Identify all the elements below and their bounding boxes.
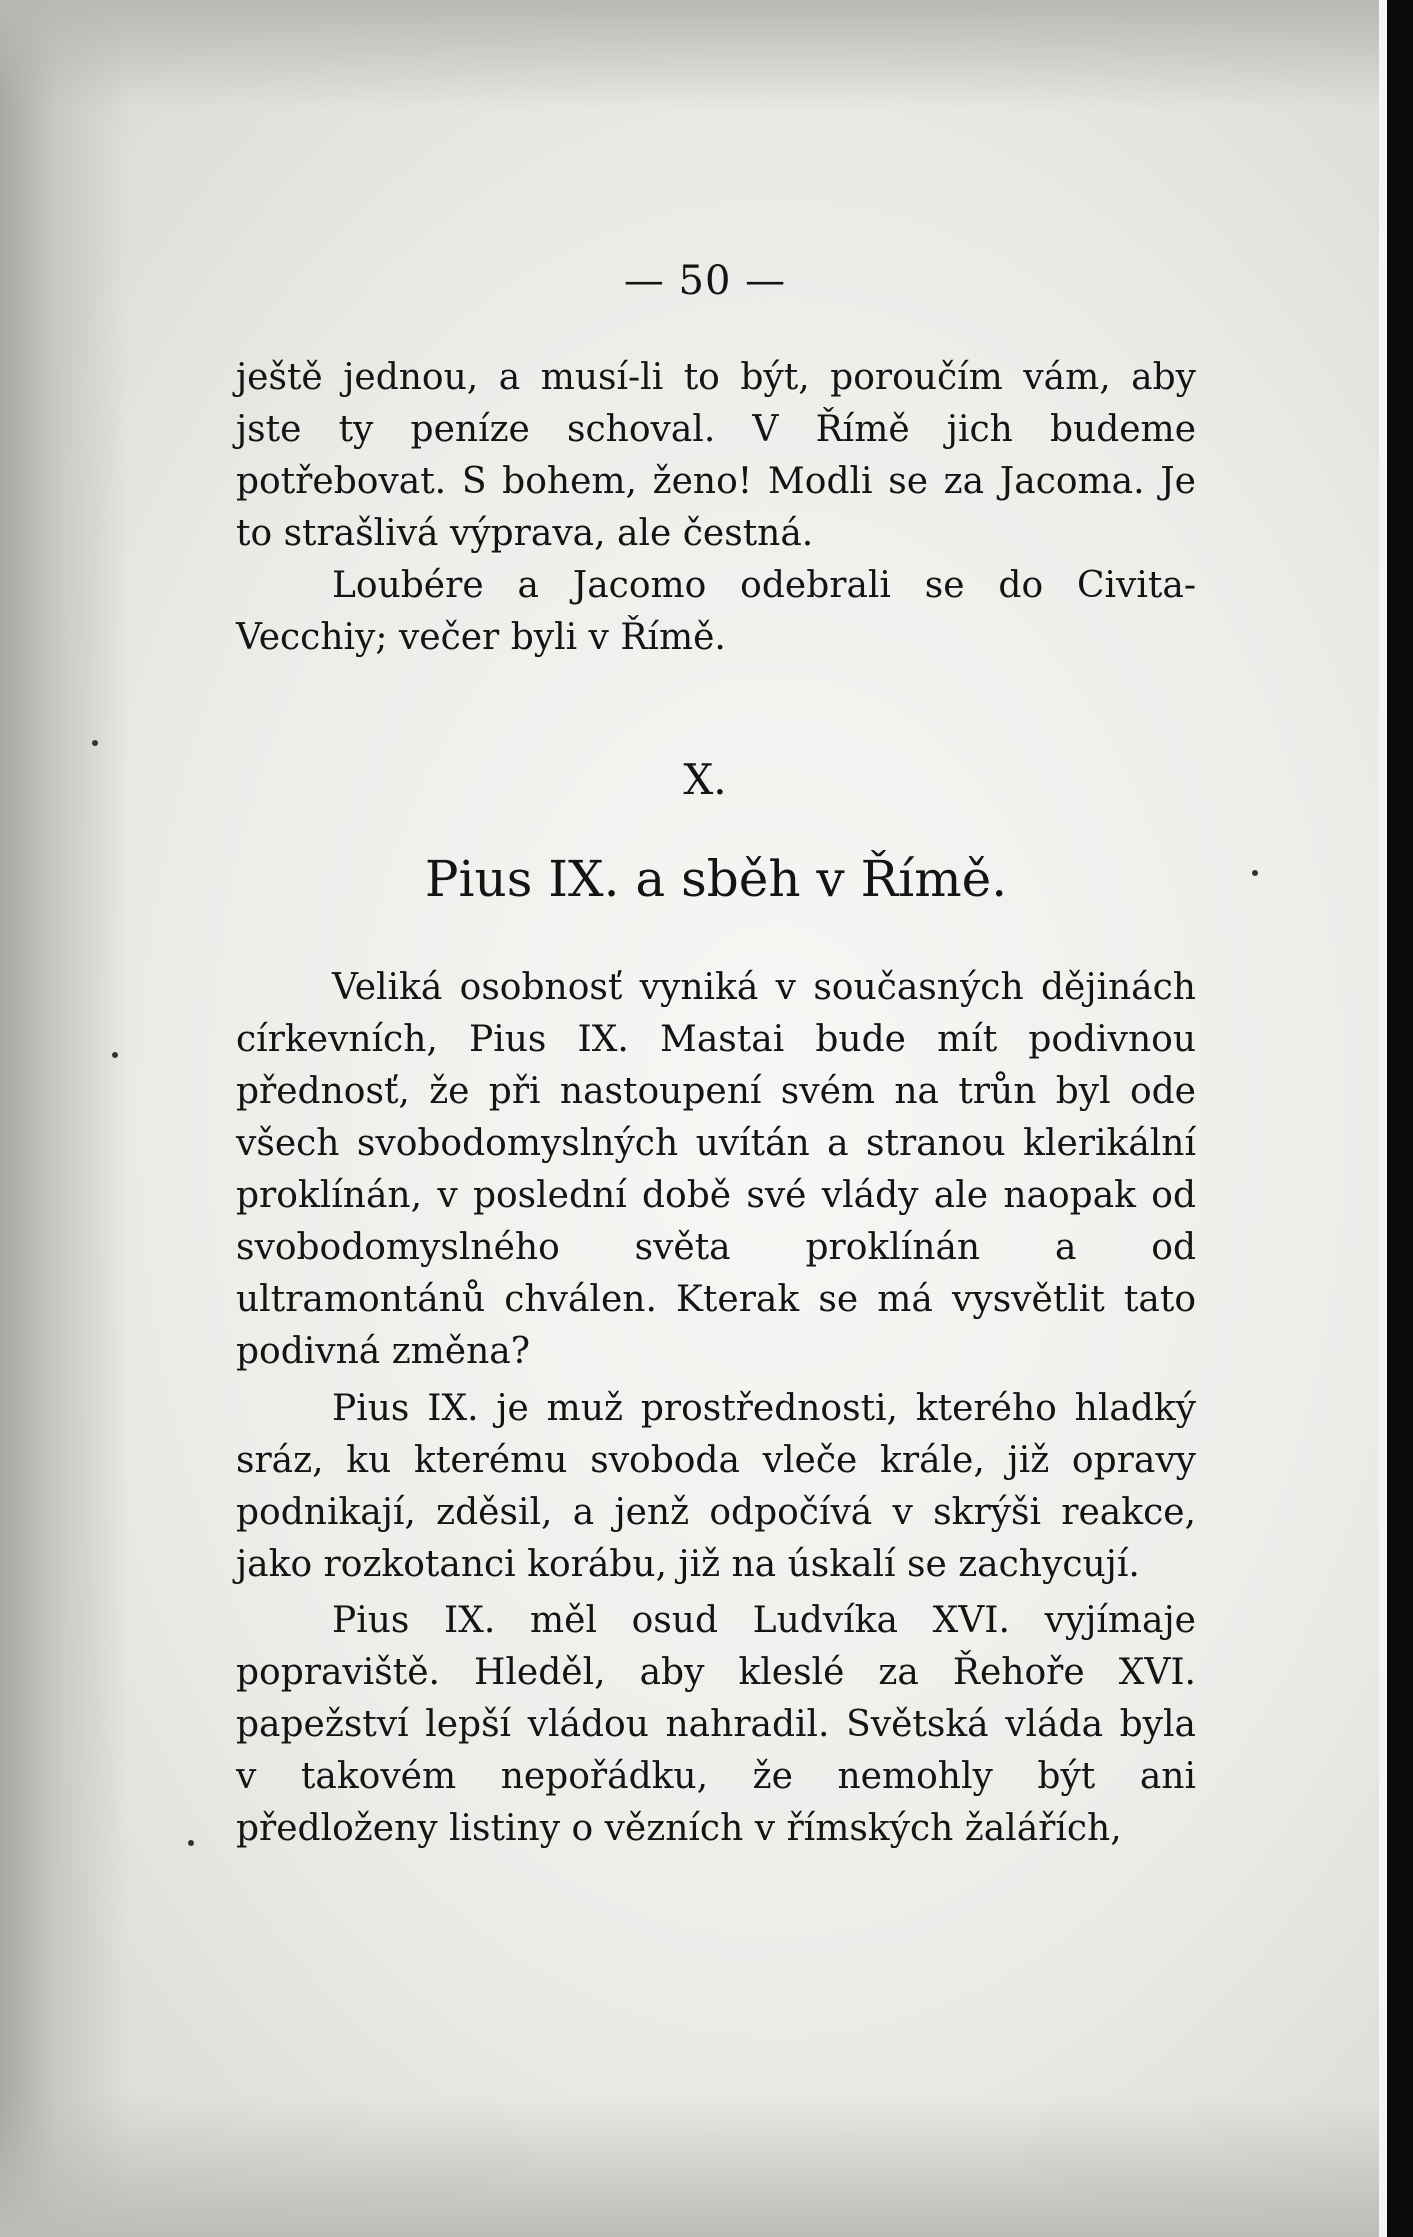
scan-speck (92, 740, 98, 746)
paragraph-continuation: ještě jednou, a musí-li to být, poroučím vám, aby jste ty peníze schoval. V Římě jich budeme potřebovat. S bohem, ženo! Modli se za Jacoma. Je to strašlivá výprava, ale čestná. (236, 357, 1196, 554)
scan-shadow-top (0, 0, 1413, 110)
scan-shadow-left (0, 0, 130, 2237)
scan-speck (1252, 870, 1258, 876)
binding-edge (1387, 0, 1413, 2237)
scan-speck (112, 1052, 118, 1058)
page-edge-highlight (1379, 0, 1387, 2237)
page-number: — 50 — (623, 258, 787, 304)
scan-speck (188, 1840, 194, 1846)
section-number: X. (683, 755, 727, 804)
paragraph: Loubére a Jacomo odebrali se do Civita-Vecchiy; večer byli v Římě. (236, 565, 1196, 658)
paragraph: Pius IX. je muž prostřednosti, kterého hladký sráz, ku kterému svoboda vleče krále, již opravy podnikají, zděsil, a jenž odpočívá v skrýši reakce, jako rozkotanci korábu, již na úskalí se zachycují. (236, 1388, 1196, 1585)
paragraph: Veliká osobnosť vyniká v současných dějinách církevních, Pius IX. Mastai bude mít podivnou přednosť, že při nastoupení svém na trůn byl ode všech svobodomyslných uvítán a stranou klerikální proklínán, v poslední době své vlády ale naopak od svobodomyslného světa proklínán a od ultramontánů chválen. Kterak se má vysvětlit tato podivná změna? (236, 967, 1196, 1372)
paragraph: Pius IX. měl osud Ludvíka XVI. vyjímaje popraviště. Hleděl, aby kleslé za Řehoře XVI. papežství lepší vládou nahradil. Světská vláda byla v takovém nepořádku, že nemohly být ani předloženy listiny o vězních v římských žalářích, (236, 1600, 1196, 1849)
scan-shadow-bottom (0, 2097, 1413, 2237)
section-title: Pius IX. a sběh v Římě. (424, 850, 1008, 908)
